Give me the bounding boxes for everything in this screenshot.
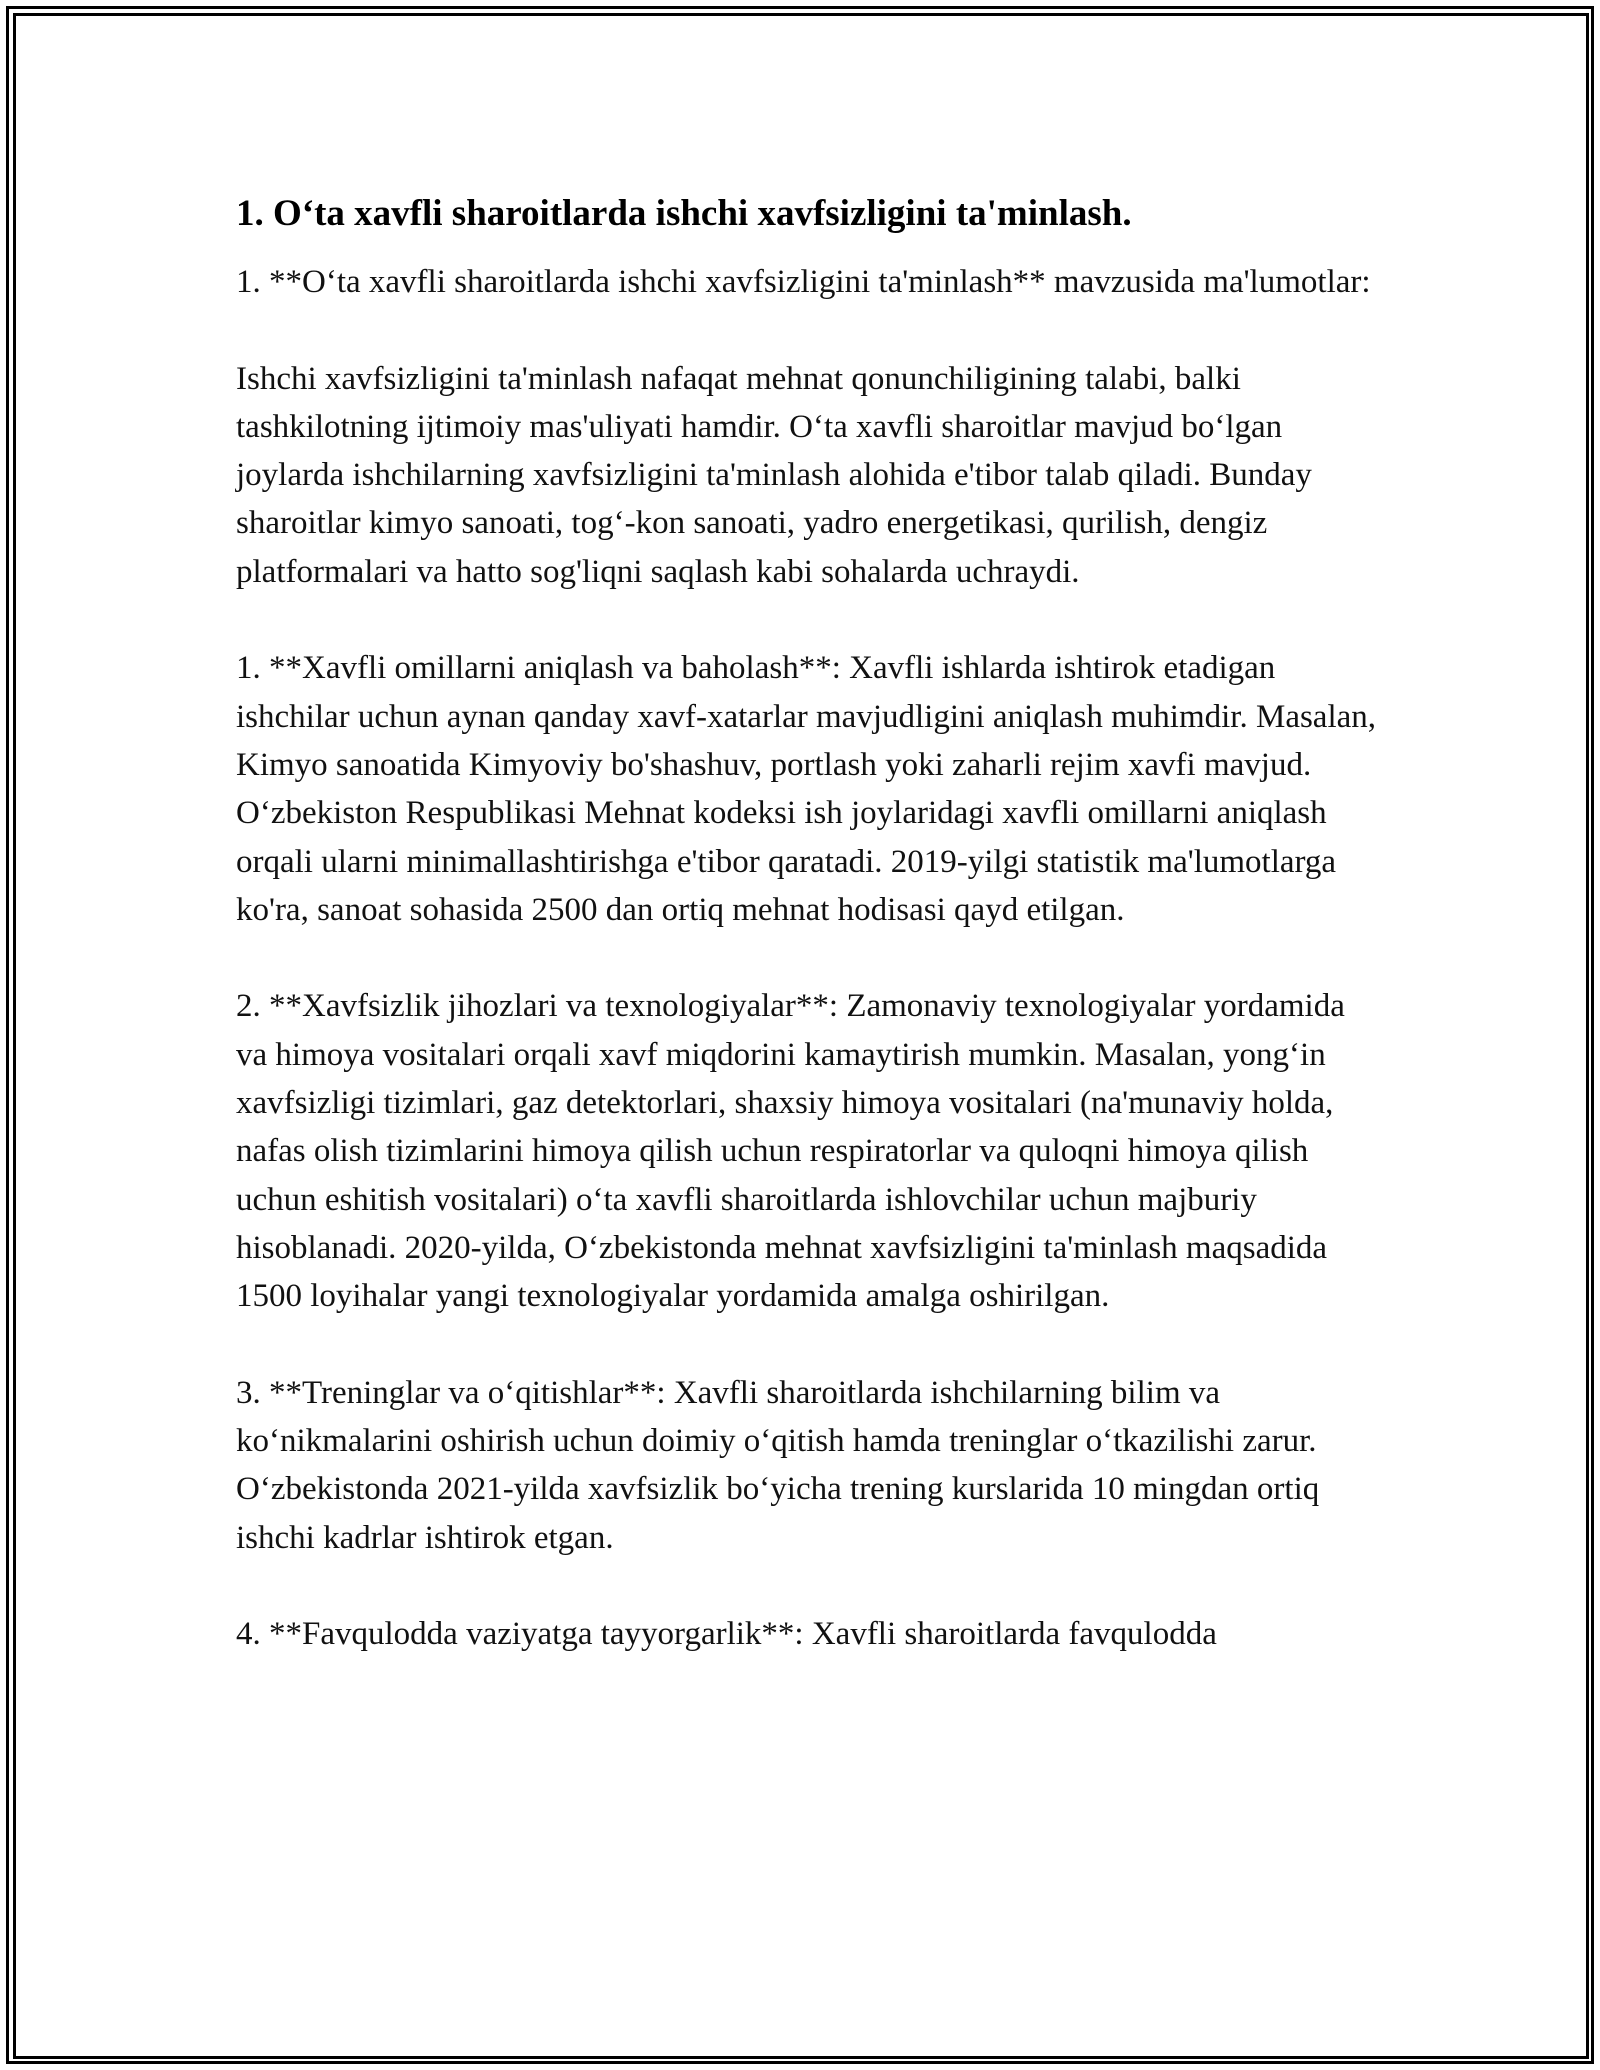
intro-paragraph: 1. **O‘ta xavfli sharoitlarda ishchi xavfsizligini ta'minlash** mavzusida ma'lumotlar: (236, 264, 1371, 300)
list-item-training: 3. **Treninglar va o‘qitishlar**: Xavfli sharoitlarda ishchilarning bilim va ko‘nikmalarini oshirish uchun doimiy o‘qitish hamda treninglar o‘tkazilishi zarur. O‘zbekistonda 2021-yilda xavfsizlik bo‘yicha trening kurslarida 10 mingdan ortiq ishchi kadrlar ishtirok etgan. (236, 1374, 1320, 1556)
list-item-safety-equipment: 2. **Xavfsizlik jihozlari va texnologiyalar**: Zamonaviy texnologiyalar yordamida va himoya vositalari orqali xavf miqdorini kamaytirish mumkin. Masalan, yong‘in xavfsizligi tizimlari, gaz detektorlari, shaxsiy himoya vositalari (na'munaviy holda, nafas olish tizimlarini himoya qilish uchun respiratorlar va quloqni himoya qilish uchun eshitish vositalari) o‘ta xavfli sharoitlarda ishlovchilar uchun majburiy hisoblanadi. 2020-yilda, O‘zbekistonda mehnat xavfsizligini ta'minlash maqsadida 1500 loyihalar yangi texnologiyalar yordamida amalga oshirilgan. (236, 988, 1345, 1315)
document-page (236, 190, 1376, 1659)
list-item-hazard-identification: 1. **Xavfli omillarni aniqlash va baholash**: Xavfli ishlarda ishtirok etadigan ishchilar uchun aynan qanday xavf-xatarlar mavjudligini aniqlash muhimdir. Masalan, Kimyo sanoatida Kimyoviy bo'shashuv, portlash yoki zaharli rejim xavfi mavjud. O‘zbekiston Respublikasi Mehnat kodeksi ish joylaridagi xavfli omillarni aniqlash orqali ularni minimallashtirishga e'tibor qaratadi. 2019-yilgi statistik ma'lumotlarga ko'ra, sanoat sohasida 2500 dan ortiq mehnat hodisasi qayd etilgan. (236, 650, 1377, 928)
list-item-emergency-preparedness: 4. **Favqulodda vaziyatga tayyorgarlik**: Xavfli sharoitlarda favqulodda (236, 1616, 1217, 1653)
document-title: 1. O‘ta xavfli sharoitlarda ishchi xavfsizligini ta'minlash. (236, 193, 1132, 234)
overview-paragraph: Ishchi xavfsizligini ta'minlash nafaqat mehnat qonunchiligining talabi, balki tashkilotning ijtimoiy mas'uliyati hamdir. O‘ta xavfli sharoitlar mavjud bo‘lgan joylarda ishchilarning xavfsizligini ta'minlash alohida e'tibor talab qiladi. Bunday sharoitlar kimyo sanoati, tog‘-kon sanoati, yadro energetikasi, qurilish, dengiz platformalari va hatto sog'liqni saqlash kabi sohalarda uchraydi. (236, 360, 1312, 590)
